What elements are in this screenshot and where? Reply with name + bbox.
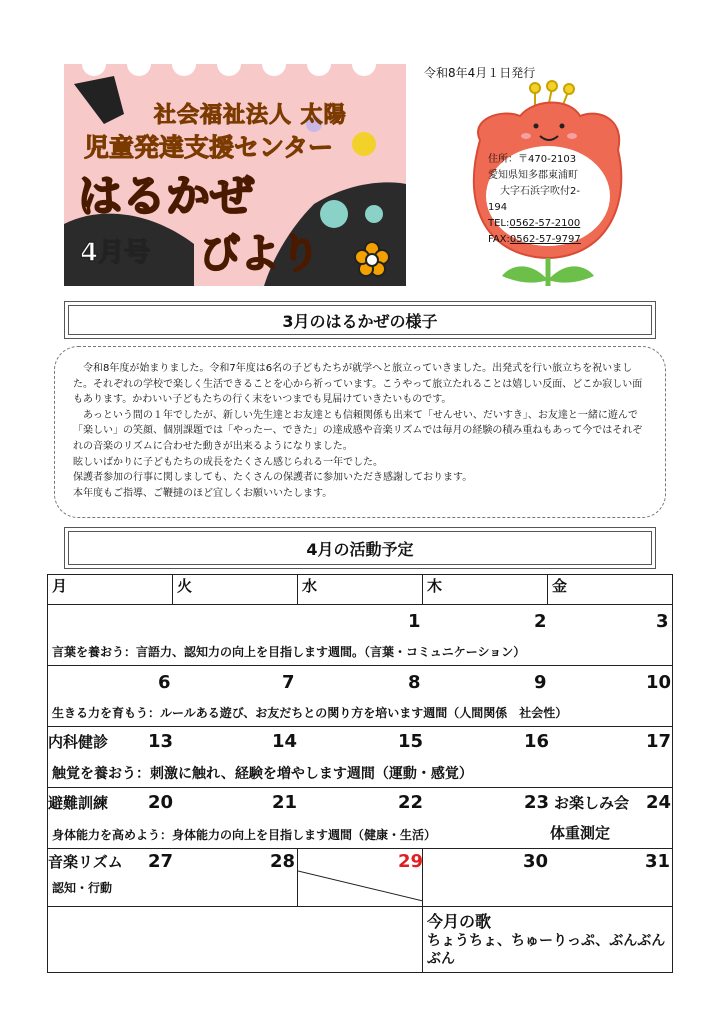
event-label: お楽しみ会 (554, 794, 630, 812)
newsletter-title: はるかぜ (78, 171, 254, 222)
fax-label: FAX: (488, 234, 510, 245)
week-row (48, 849, 673, 907)
fax-number: 0562-57-9797 (509, 234, 581, 245)
week-cell (48, 727, 673, 788)
weekday-mon: 月 (48, 575, 173, 605)
tel-label: TEL: (488, 218, 510, 229)
april-heading-box (64, 527, 656, 569)
day-number: 14 (272, 731, 298, 752)
newsletter-subtitle: びより (200, 231, 320, 277)
march-heading-box (64, 301, 656, 339)
week-cell (48, 788, 673, 849)
day-number: 16 (524, 731, 550, 752)
weekday-wed: 水 (298, 575, 423, 605)
address-block (488, 152, 616, 248)
activity-calendar (47, 574, 673, 973)
weekday-fri: 金 (548, 575, 673, 605)
day-number: 10 (646, 672, 672, 693)
day-number: 20 (148, 792, 174, 813)
org-name: 社会福祉法人 太陽 (154, 103, 347, 128)
day-number: 2 (534, 611, 547, 632)
song-cell (423, 907, 673, 973)
holiday-cell (298, 849, 423, 907)
march-message (54, 346, 666, 518)
issue-date: 令和8年4月１日発行 (424, 66, 536, 80)
week-theme: 生きる力を育もう：ルールある遊び、お友だちとの関り方を培います週間（人間関係 社会性） (52, 706, 568, 720)
day-number-holiday: 29 (398, 851, 424, 872)
week-theme: 認知・行動 (52, 881, 113, 895)
address-line: 愛知県知多郡東浦町 (488, 170, 578, 181)
week-row (48, 788, 673, 849)
day-number: 7 (282, 672, 295, 693)
week-theme: 身体能力を高めよう：身体能力の向上を目指します週間（健康・生活） (52, 828, 437, 842)
event-label: 音楽リズム (48, 853, 123, 871)
header-banner (64, 64, 406, 286)
day-number: 6 (158, 672, 171, 693)
week-theme: 言葉を養おう：言語力、認知力の向上を目指します週間。（言葉・コミュニケーション） (52, 645, 526, 659)
day-number: 24 (646, 792, 672, 813)
address-line: 大字石浜字吹付2- (500, 186, 580, 197)
event-label: 内科健診 (48, 733, 109, 751)
event-label: 体重測定 (550, 824, 611, 842)
week-cell (48, 849, 298, 907)
week-row (48, 666, 673, 727)
day-number: 21 (272, 792, 298, 813)
day-number: 30 (523, 851, 549, 872)
day-number: 3 (656, 611, 669, 632)
message-paragraph: 本年度もご指導、ご鞭撻のほど宜しくお願いいたします。 (73, 487, 333, 499)
weekday-tue: 火 (173, 575, 298, 605)
song-row (48, 907, 673, 973)
weekday-thu: 木 (423, 575, 548, 605)
week-row (48, 605, 673, 666)
message-paragraph: 眩しいばかりに子どもたちの成長をたくさん感じられる一年でした。 (73, 456, 383, 468)
april-heading: 4月の活動予定 (68, 531, 652, 565)
song-list: ちょうちょ、ちゅーりっぷ、ぶんぶんぶん (427, 933, 666, 967)
tel-link[interactable]: 0562-57-2100 (509, 218, 581, 229)
day-number: 1 (408, 611, 421, 632)
week-cell (423, 849, 673, 907)
address-line: 194 (488, 202, 508, 213)
event-label: 避難訓練 (48, 794, 109, 812)
week-row (48, 727, 673, 788)
song-heading: 今月の歌 (427, 912, 492, 931)
day-number: 31 (645, 851, 671, 872)
week-cell (48, 666, 673, 727)
march-heading: 3月のはるかぜの様子 (68, 305, 652, 335)
day-number: 22 (398, 792, 424, 813)
message-paragraph: 令和8年度が始まりました。令和7年度は6名の子どもたちが就学へと旅立っていきました。出発式を行い旅立ちを祝いました。それぞれの学校で楽しく生活できることを心から祈っています。こうやって旅立たれることは嬉しい反面、どこか寂しい面もあります。かわいい子どもたちの行く末をいつまでも見届けていきたいものです。 (73, 363, 643, 406)
issue-label: 4月号 (80, 238, 151, 268)
day-number: 8 (408, 672, 421, 693)
week-cell (48, 605, 673, 666)
message-paragraph: 保護者参加の行事に関しましても、たくさんの保護者に参加いただき感謝しております。 (73, 472, 473, 484)
center-name: 児童発達支援センター (84, 133, 334, 162)
address-line: 住所：〒470-2103 (488, 154, 577, 165)
day-number: 13 (148, 731, 174, 752)
weekday-header-row (48, 575, 673, 605)
day-number: 17 (646, 731, 672, 752)
day-number: 23 (524, 792, 550, 813)
day-number: 28 (270, 851, 296, 872)
empty-cell (48, 907, 423, 973)
day-number: 15 (398, 731, 424, 752)
message-paragraph: あっという間の１年でしたが、新しい先生達とお友達とも信頼関係も出来て「せんせい、だいすき」、お友達と一緒に遊んで「楽しい」の笑顔、個別課題では「やったー、できた」の達成感や音楽リズムでは毎月の経験の積み重ねもあって今ではそれぞれの音楽のリズムに合わせた動きが出来るようになりました。 (73, 409, 643, 452)
day-number: 9 (534, 672, 547, 693)
week-theme: 触覚を養おう：刺激に触れ、経験を増やします週間（運動・感覚） (52, 766, 473, 782)
day-number: 27 (148, 851, 174, 872)
